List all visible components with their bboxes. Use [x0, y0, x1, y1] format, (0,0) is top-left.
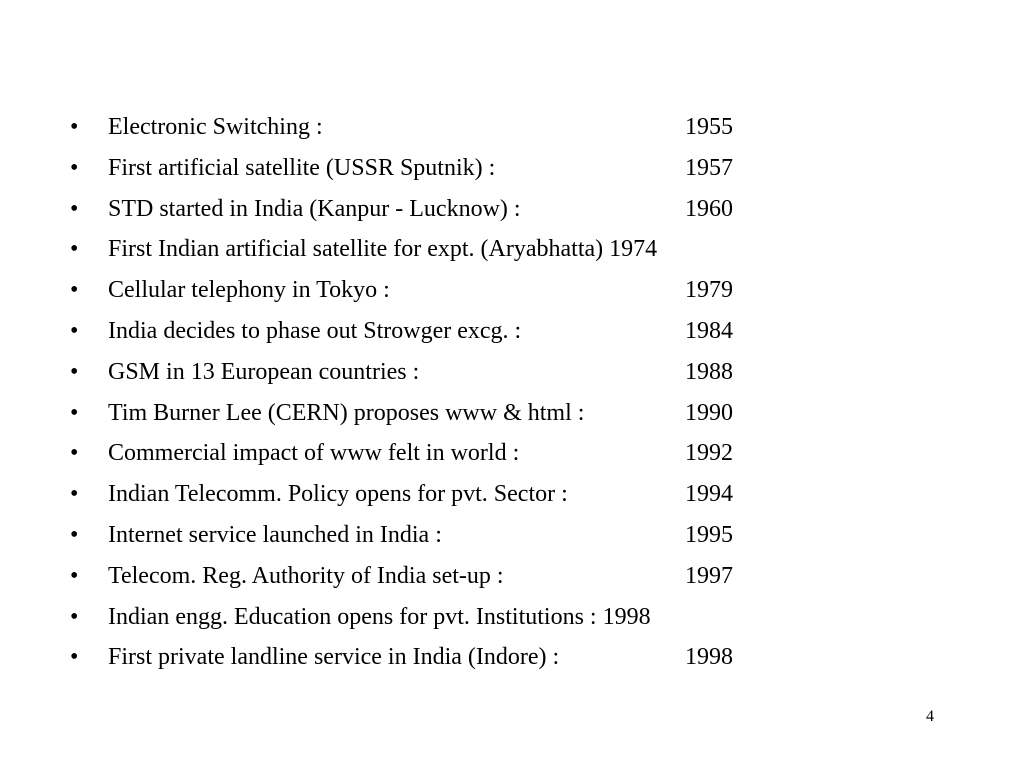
timeline-item-label: GSM in 13 European countries : — [108, 358, 420, 385]
bullet-icon: • — [70, 236, 79, 263]
timeline-item-label: Electronic Switching : — [108, 114, 323, 140]
timeline-item-year: 1997 — [685, 562, 733, 589]
timeline-item-year: 1992 — [685, 440, 733, 467]
timeline-item-year: 1995 — [685, 521, 733, 548]
timeline-item-year: 1990 — [685, 399, 733, 426]
page-number: 4 — [926, 708, 934, 725]
timeline-item-text — [108, 229, 657, 270]
timeline-item-label: First artificial satellite (USSR Sputnik) : — [108, 154, 496, 181]
timeline-item-year: 1960 — [685, 195, 733, 222]
timeline-item-year: 1974 — [609, 236, 658, 263]
timeline-item-label: India decides to phase out Strowger excg. : — [108, 317, 522, 344]
bullet-icon: • — [70, 154, 79, 181]
timeline-item-label: STD started in India (Kanpur - Lucknow) : — [108, 195, 521, 222]
bullet-icon: • — [70, 440, 79, 467]
bullet-icon: • — [70, 114, 79, 140]
timeline-item-label: First Indian artificial satellite for expt. (Aryabhatta) — [108, 236, 604, 263]
timeline-item-label: Internet service launched in India : — [108, 521, 442, 548]
timeline-item-year: 1957 — [685, 154, 733, 181]
timeline-item-year: 1979 — [685, 277, 733, 304]
timeline-item-text — [108, 597, 651, 638]
timeline-item-label: Cellular telephony in Tokyo : — [108, 277, 390, 304]
bullet-icon: • — [70, 521, 79, 548]
bullet-icon: • — [70, 399, 79, 426]
bullet-icon: • — [70, 562, 79, 589]
timeline-item-label: First private landline service in India (Indore) : — [108, 644, 560, 671]
timeline-item-year: 1998 — [602, 603, 651, 630]
timeline-item-label: Telecom. Reg. Authority of India set-up : — [108, 562, 504, 589]
bullet-icon: • — [70, 603, 79, 630]
timeline-item-year: 1955 — [685, 114, 733, 140]
timeline-item-year: 1994 — [685, 481, 733, 508]
timeline-item-year: 1984 — [685, 317, 733, 344]
bullet-icon: • — [70, 644, 79, 671]
timeline-item-label: Indian engg. Education opens for pvt. Institutions : — [108, 603, 597, 630]
bullet-icon: • — [70, 481, 79, 508]
timeline-item-year: 1998 — [685, 644, 733, 671]
timeline-item-year: 1988 — [685, 358, 733, 385]
bullet-icon: • — [70, 358, 79, 385]
bullet-icon: • — [70, 317, 79, 344]
timeline-item-label: Tim Burner Lee (CERN) proposes www & html : — [108, 399, 585, 426]
bullet-icon: • — [70, 277, 79, 304]
timeline-item-label: Indian Telecomm. Policy opens for pvt. Sector : — [108, 481, 568, 508]
timeline-item-label: Commercial impact of www felt in world : — [108, 440, 520, 467]
bullet-icon: • — [70, 195, 79, 222]
